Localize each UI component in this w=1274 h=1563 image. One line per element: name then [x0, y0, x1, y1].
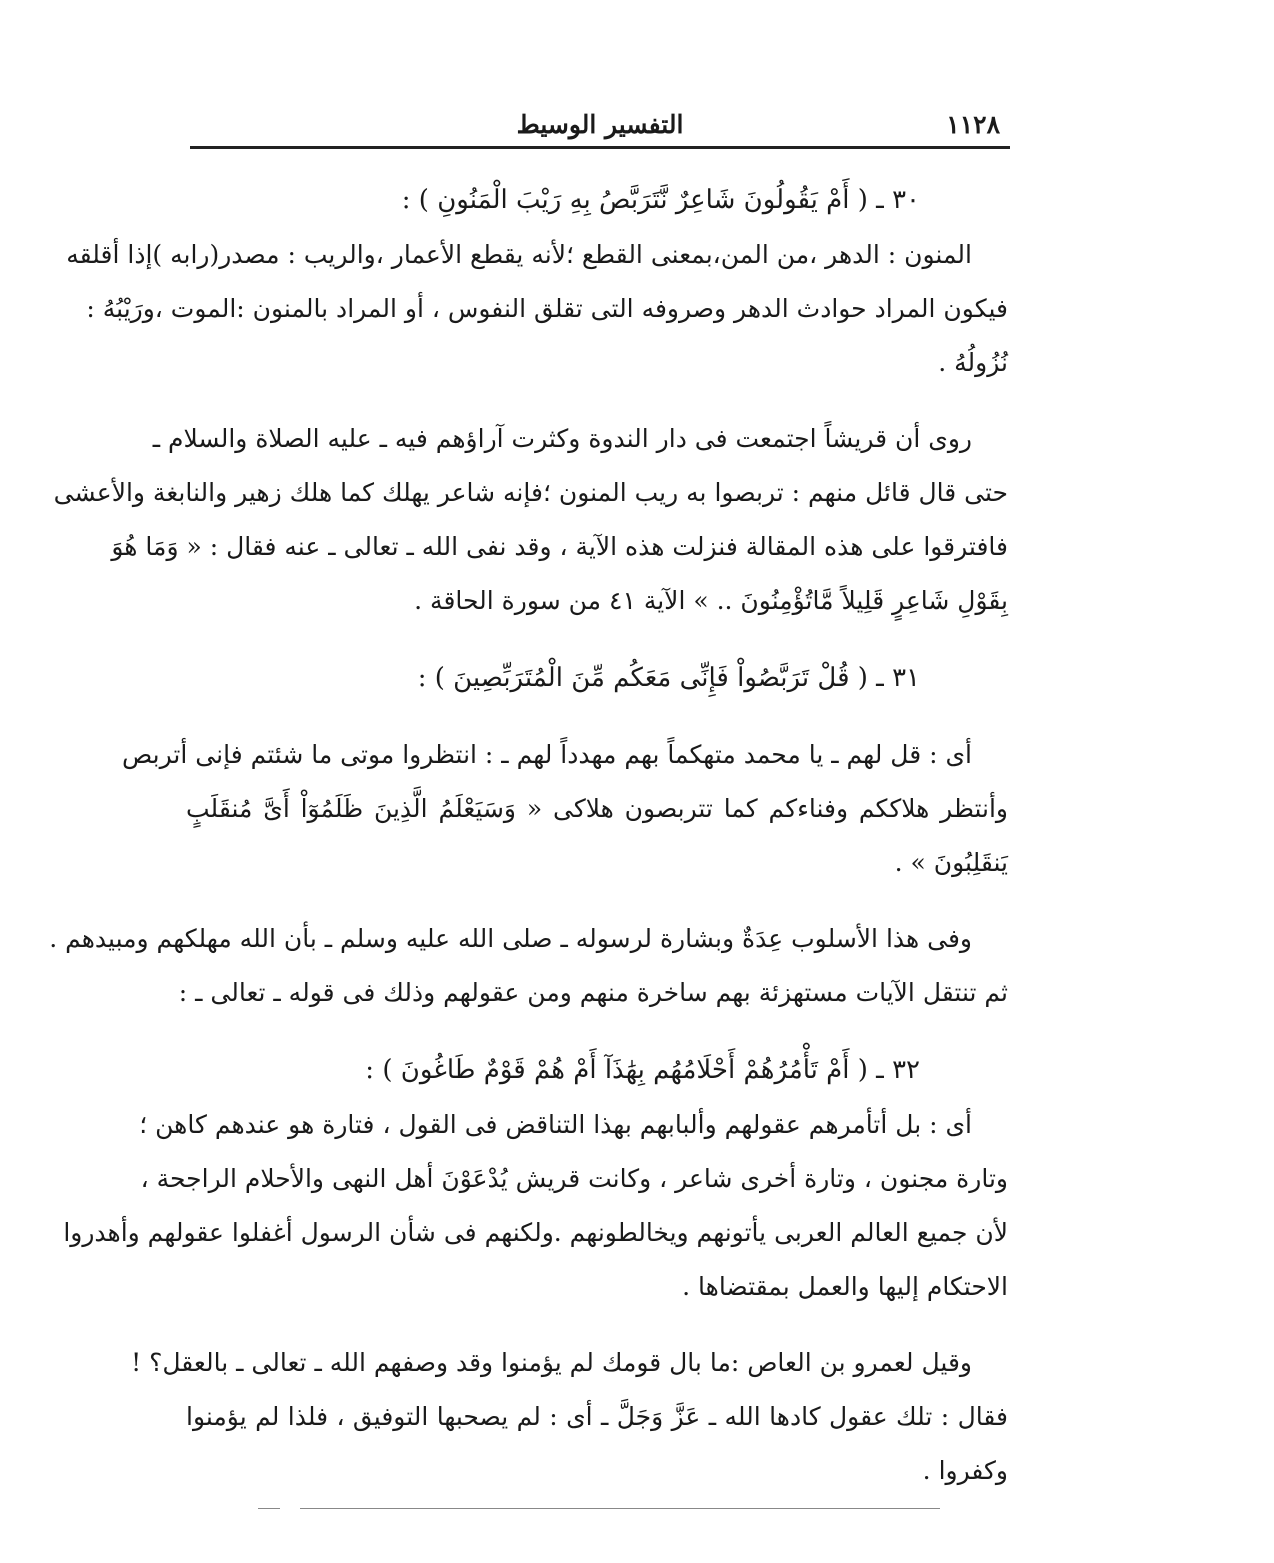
header-rule — [190, 146, 1010, 149]
text-line: روى أن قريشاً اجتمعت فى دار الندوة وكثرت آراؤهم فيه ـ عليه الصلاة والسلام ـ — [152, 424, 972, 453]
text-line: الاحتكام إليها والعمل بمقتضاها . — [682, 1272, 1008, 1301]
text-line: نُزُولُهُ . — [938, 348, 1008, 377]
text-line: فقال : تلك عقول كادها الله ـ عَزَّ وَجَلَّ ـ أى : لم يصحبها التوفيق ، فلذا لم يؤمنوا — [186, 1402, 1008, 1431]
text-line: وفى هذا الأسلوب عِدَةٌ وبشارة لرسوله ـ صلى الله عليه وسلم ـ بأن الله مهلكهم ومبيدهم . — [49, 924, 972, 953]
text-line: وكفروا . — [922, 1456, 1008, 1485]
text-line: أى : قل لهم ـ يا محمد متهكماً بهم مهدداً لهم ـ : انتظروا موتى ما شئتم فإنى أتربص — [122, 740, 972, 769]
text-line: فافترقوا على هذه المقالة فنزلت هذه الآية ، وقد نفى الله ـ تعالى ـ عنه فقال : « وَمَا هُوَ — [111, 532, 1008, 561]
text-line: لأن جميع العالم العربى يأتونهم ويخالطونهم .ولكنهم فى شأن الرسول أغفلوا عقولهم وأهدروا — [63, 1218, 1008, 1247]
text-line: المنون : الدهر ،من المن،بمعنى القطع ؛لأنه يقطع الأعمار ،والريب : مصدر(رابه )إذا أقلقه — [66, 240, 972, 269]
text-line: ثم تنتقل الآيات مستهزئة بهم ساخرة منهم ومن عقولهم وذلك فى قوله ـ تعالى ـ : — [178, 978, 1008, 1007]
footer-rule-segment — [258, 1508, 280, 1509]
text-line: أى : بل أتأمرهم عقولهم وألبابهم بهذا التناقض فى القول ، فتارة هو عندهم كاهن ؛ — [139, 1110, 972, 1139]
running-title: التفسير الوسيط — [516, 110, 684, 139]
text-line: فيكون المراد حوادث الدهر وصروفه التى تقلق النفوس ، أو المراد بالمنون :الموت ،ورَيْبُهُ : — [86, 294, 1008, 323]
page-body — [49, 172, 1008, 1498]
text-line: وتارة مجنون ، وتارة أخرى شاعر ، وكانت قريش يُدْعَوْنَ أهل النهى والأحلام الراجحة ، — [140, 1164, 1008, 1193]
verse-heading: ٣٢ ـ ( أَمْ تَأْمُرُهُمْ أَحْلَامُهُم بِهَٰذَآ أَمْ هُمْ قَوْمٌ طَاغُونَ ) : — [365, 1055, 920, 1085]
page-header — [190, 108, 1010, 148]
text-line: وقيل لعمرو بن العاص :ما بال قومك لم يؤمنوا وقد وصفهم الله ـ تعالى ـ بالعقل؟ ! — [131, 1348, 972, 1377]
verse-heading: ٣١ ـ ( قُلْ تَرَبَّصُواْ فَإِنِّى مَعَكُم مِّنَ الْمُتَرَبِّصِينَ ) : — [417, 663, 920, 693]
text-line: بِقَوْلِ شَاعِرٍ قَلِيلاً مَّاتُؤْمِنُونَ .. » الآية ٤١ من سورة الحاقة . — [414, 586, 1008, 615]
page-number: ١١٢٨ — [946, 110, 1000, 139]
text-line: حتى قال قائل منهم : تربصوا به ريب المنون ؛فإنه شاعر يهلك كما هلك زهير والنابغة والأعشى — [53, 478, 1008, 507]
text-line: وأنتظر هلاككم وفناءكم كما تتربصون هلاكى « وَسَيَعْلَمُ الَّذِينَ ظَلَمُوٓاْ أَىَّ مُنقَلَبٍ — [186, 794, 1008, 823]
text-line: يَنقَلِبُونَ » . — [894, 848, 1008, 877]
verse-heading: ٣٠ ـ ( أَمْ يَقُولُونَ شَاعِرٌ نَّتَرَبَّصُ بِهِ رَيْبَ الْمَنُونِ ) : — [401, 185, 920, 215]
footer-rule — [300, 1508, 940, 1509]
